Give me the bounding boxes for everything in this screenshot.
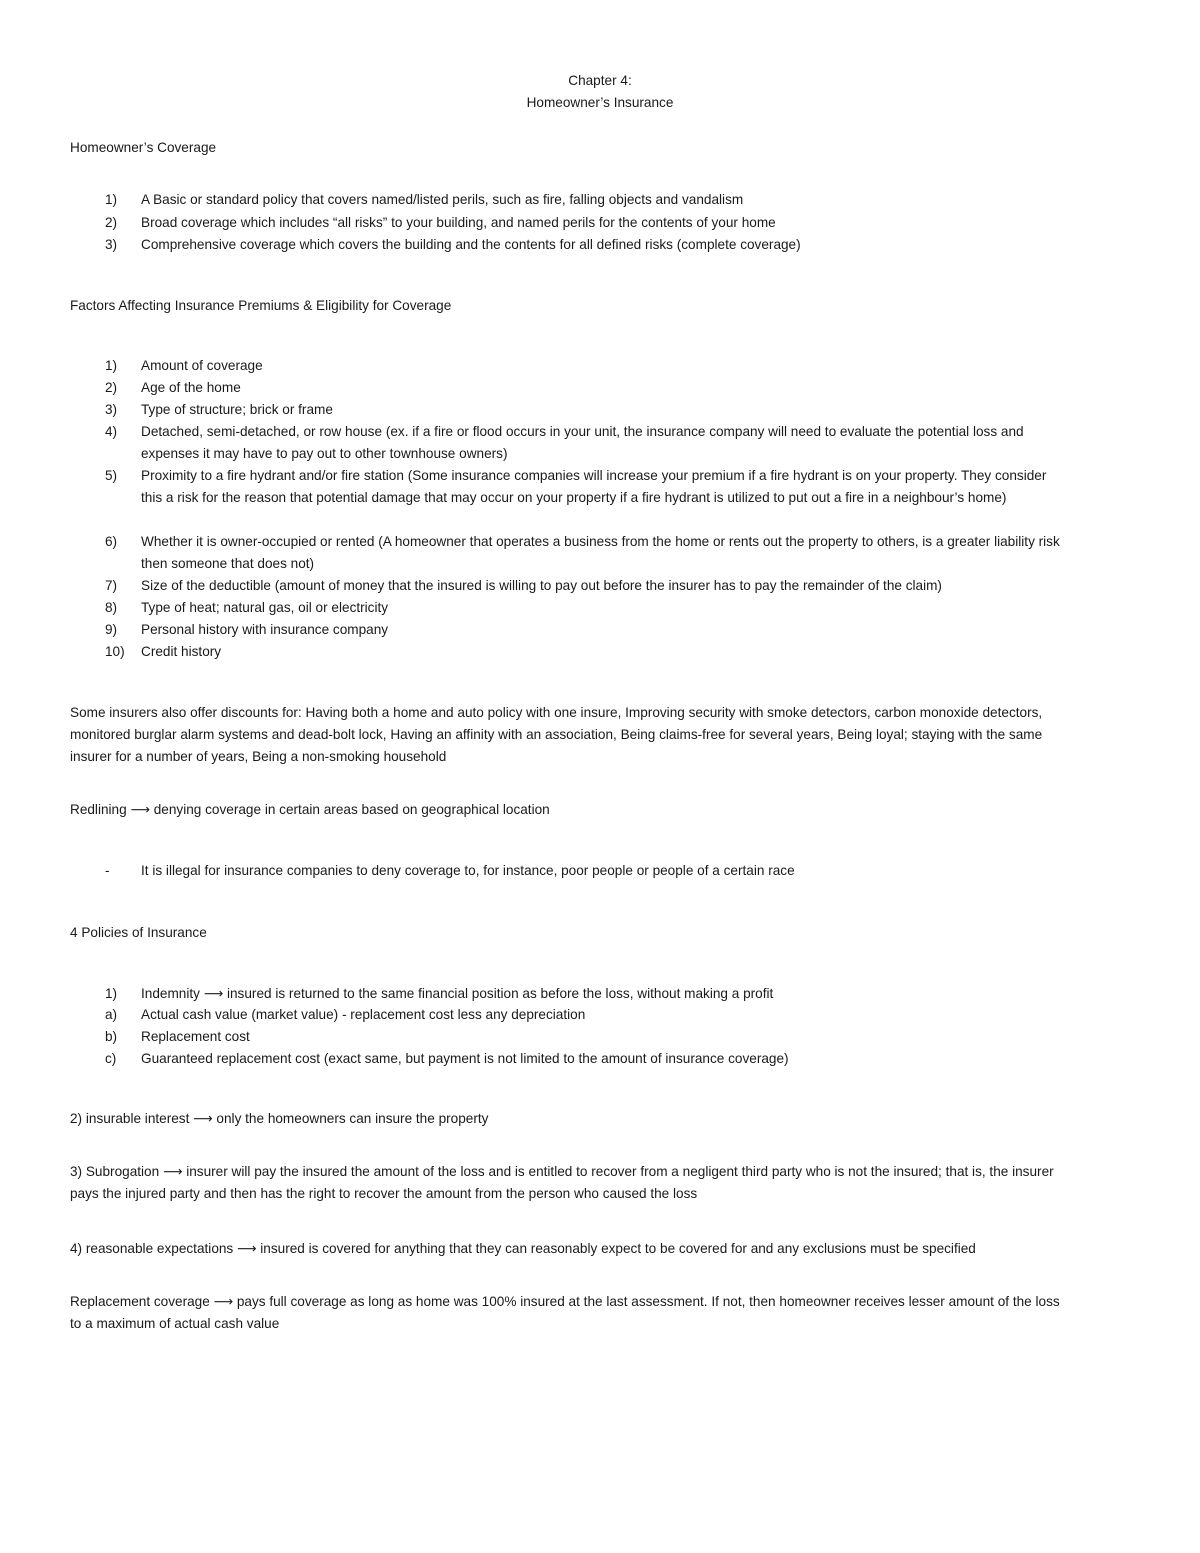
discounts-paragraph: Some insurers also offer discounts for: Having both a home and auto policy with one insure, Improving security with smoke detectors, carbon monoxide detectors, monitored burglar alarm systems and dead-bolt lock, Having an affinity with an association, Being claims-free for several years, Being loyal; staying with the same insurer for a number of years, Being a non-smoking household <box>70 705 1043 764</box>
document-title: Homeowner’s Insurance <box>526 95 674 110</box>
list-number: 8) <box>105 600 118 615</box>
list-item: Guaranteed replacement cost (exact same, but payment is not limited to the amount of insurance coverage) <box>141 1051 789 1066</box>
redlining-definition: Redlining ⟶ denying coverage in certain areas based on geographical location <box>70 802 550 817</box>
list-number: 1) <box>105 986 118 1001</box>
list-item: Detached, semi-detached, or row house (ex. if a fire or flood occurs in your unit, the insurance company will need to evaluate the potential loss and expenses it may have to pay out to other townhouse owners) <box>141 424 1024 461</box>
list-number: 2) <box>105 380 118 395</box>
list-item: Actual cash value (market value) - replacement cost less any depreciation <box>141 1007 586 1022</box>
list-item: Whether it is owner-occupied or rented (A homeowner that operates a business from the home or rents out the property to others, is a greater liability risk then someone that does not) <box>141 534 1060 571</box>
list-item: Type of heat; natural gas, oil or electricity <box>141 600 389 615</box>
list-item: Comprehensive coverage which covers the building and the contents for all defined risks (complete coverage) <box>141 237 801 252</box>
replacement-coverage-paragraph: Replacement coverage ⟶ pays full coverage as long as home was 100% insured at the last assessment. If not, then homeowner receives lesser amount of the loss to a maximum of actual cash value <box>70 1294 1060 1331</box>
list-letter: b) <box>105 1029 118 1044</box>
list-item: Amount of coverage <box>141 358 263 373</box>
list-number: 1) <box>105 358 118 373</box>
list-number: 7) <box>105 578 118 593</box>
list-number: 3) <box>105 402 118 417</box>
list-number: 10) <box>105 644 125 659</box>
list-item: A Basic or standard policy that covers named/listed perils, such as fire, falling objects and vandalism <box>141 192 744 207</box>
list-number: 2) <box>105 215 118 230</box>
list-item: Age of the home <box>141 380 241 395</box>
list-item: Indemnity ⟶ insured is returned to the same financial position as before the loss, without making a profit <box>141 986 774 1001</box>
list-letter: c) <box>105 1051 117 1066</box>
chapter-title: Chapter 4: <box>568 73 632 88</box>
list-number: 5) <box>105 468 118 483</box>
list-item: Personal history with insurance company <box>141 622 389 637</box>
subrogation-paragraph: 3) Subrogation ⟶ insurer will pay the insured the amount of the loss and is entitled to recover from a negligent third party who is not the insured; that is, the insurer pays the injured party and then has the right to recover the amount from the person who caused the loss <box>70 1164 1054 1201</box>
list-letter: a) <box>105 1007 118 1022</box>
list-item: Type of structure; brick or frame <box>141 402 333 417</box>
redlining-note: It is illegal for insurance companies to deny coverage to, for instance, poor people or people of a certain race <box>141 863 795 878</box>
factors-heading: Factors Affecting Insurance Premiums & Eligibility for Coverage <box>70 298 452 313</box>
list-item: Credit history <box>141 644 222 659</box>
policies-heading: 4 Policies of Insurance <box>70 925 207 940</box>
list-item: Broad coverage which includes “all risks” to your building, and named perils for the contents of your home <box>141 215 776 230</box>
list-number: 9) <box>105 622 118 637</box>
list-item: Proximity to a fire hydrant and/or fire station (Some insurance companies will increase your premium if a fire hydrant is on your property. They consider this a risk for the reason that potential damage that may occur on your property if a fire hydrant is utilized to put out a fire in a neighbour’s home) <box>141 468 1047 505</box>
list-number: 1) <box>105 192 118 207</box>
bullet-dash: - <box>105 863 110 878</box>
list-item: Replacement cost <box>141 1029 250 1044</box>
reasonable-expectations: 4) reasonable expectations ⟶ insured is covered for anything that they can reasonably expect to be covered for and any exclusions must be specified <box>70 1241 976 1256</box>
insurable-interest: 2) insurable interest ⟶ only the homeowners can insure the property <box>70 1111 489 1126</box>
coverage-heading: Homeowner’s Coverage <box>70 140 217 155</box>
list-item: Size of the deductible (amount of money that the insured is willing to pay out before the insurer has to pay the remainder of the claim) <box>141 578 942 593</box>
list-number: 3) <box>105 237 118 252</box>
list-number: 4) <box>105 424 118 439</box>
list-number: 6) <box>105 534 118 549</box>
